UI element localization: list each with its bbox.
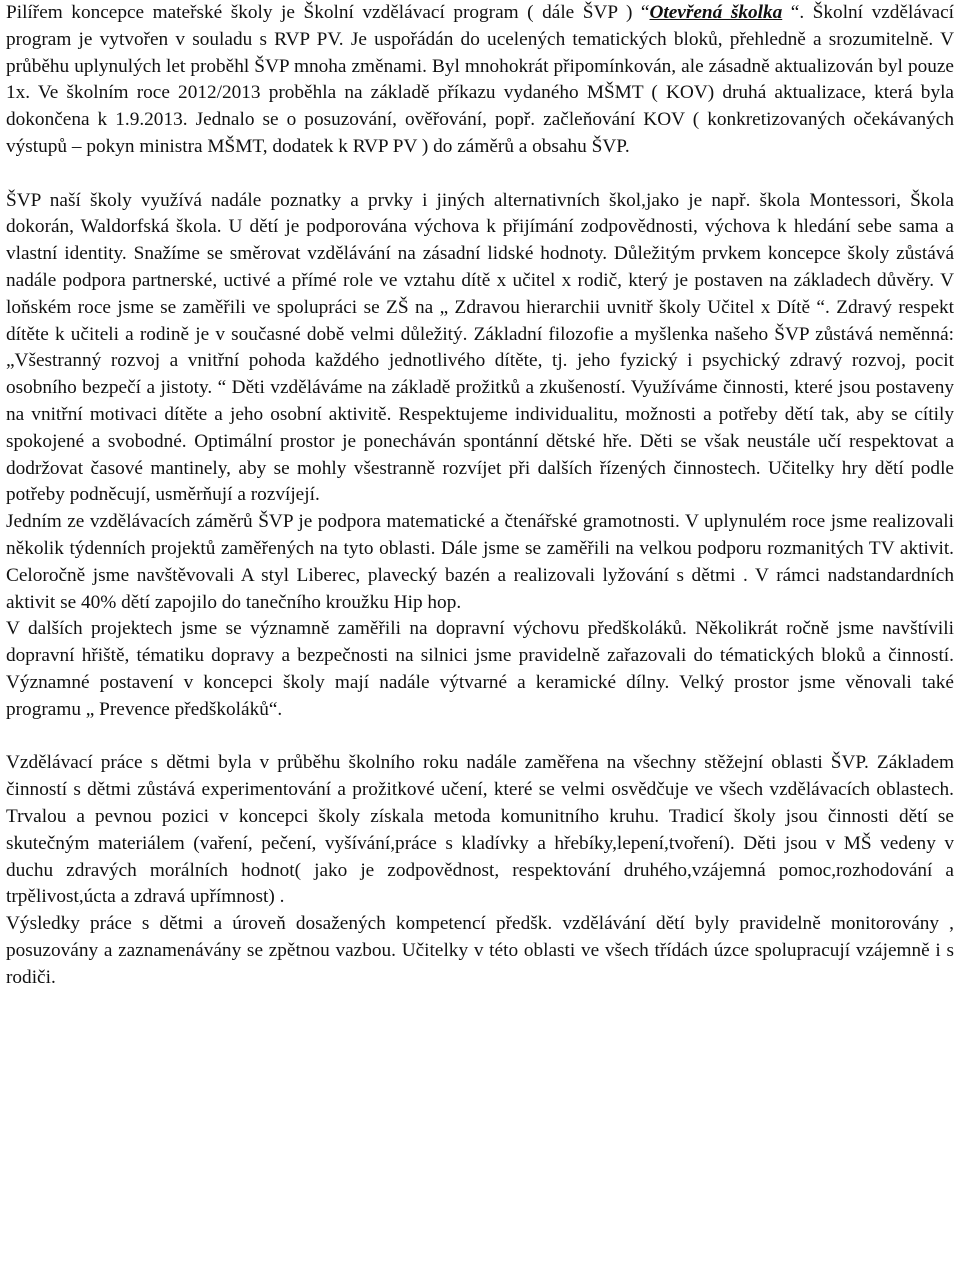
paragraph-educational-work: Vzdělávací práce s dětmi byla v průběhu školního roku nadále zaměřena na všechny stěžejní oblasti ŠVP. Základem činností s dětmi zůstává experimentování a prožitkové učení, které se velmi osvědčuje ve všech vzdělávacích oblastech. Trvalou a pevnou pozici v koncepci školy získala metoda komunitního kruhu. Tradicí školy jsou činnosti dětí se skutečným materiálem (vaření, pečení, vyšívání,práce s kladívky a hřebíky,lepení,tvoření). Děti jsou v MŠ vedeny v duchu zdravých morálních hodnot( jako je zodpovědnost, respektování druhého,vzájemná pomoc,rozhodování a trpělivost,úcta a zdravá upřímnost) . bbox=[6, 752, 954, 908]
program-title: Otevřená školka bbox=[649, 2, 783, 23]
paragraph-traffic-education: V dalších projektech jsme se významně zaměřili na dopravní výchovu předškoláků. Několikrát ročně jsme navštívili dopravní hřiště, tématiku dopravy a bezpečnosti na silnici jsme pravidelně zařazovali do tématických bloků a činností. Významné postavení v koncepci školy mají nadále výtvarné a keramické dílny. Velký prostor jsme věnovali také programu „ Prevence předškoláků“. bbox=[6, 618, 954, 720]
paragraph-literacy-goals: Jedním ze vzdělávacích záměrů ŠVP je podpora matematické a čtenářské gramotnosti. V uplynulém roce jsme realizovali několik týdenních projektů zaměřených na tyto oblasti. Dále jsme se zaměřili na velkou podporu rozmanitých TV aktivit. Celoročně jsme navštěvovali A styl Liberec, plavecký bazén a realizovali lyžování s dětmi . V rámci nadstandardních aktivit se 40% dětí zapojilo do tanečního kroužku Hip hop. bbox=[6, 511, 954, 613]
paragraph-text: Pilířem koncepce mateřské školy je Školní vzdělávací program ( dále ŠVP ) “ bbox=[6, 2, 650, 23]
blank-line bbox=[6, 161, 954, 188]
paragraph-alternative-schools: ŠVP naší školy využívá nadále poznatky a prvky i jiných alternativních škol,jako je např. škola Montessori, Škola dokorán, Waldorfská škola. U dětí je podporována výchova k přijímání zodpovědnosti, výchova k hledání sebe sama a vlastní identity. Snažíme se směrovat vzdělávání na zásadní lidské hodnoty. Důležitým prvkem koncepce školy zůstává nadále podpora partnerské, uctivé a přímé role ve vztahu dítě x učitel x rodič, který je postaven na základech důvěry. V loňském roce jsme se zaměřili ve spolupráci se ZŠ na „ Zdravou hierarchii uvnitř školy Učitel x Dítě “. Zdravý respekt dítěte k učiteli a rodině je v současné době velmi důležitý. Základní filozofie a myšlenka našeho ŠVP zůstává neměnná: „Všestranný rozvoj a vnitřní pohoda každého jednotlivého dítěte, tj. jeho fyzický i psychický zdravý rozvoj, pocit osobního bezpečí a jistoty. “ Děti vzděláváme na základě prožitků a zkušeností. Využíváme činnosti, které jsou postaveny na vnitřní motivaci dítěte a jeho osobní aktivitě. Respektujeme individualitu, možnosti a potřeby dětí tak, aby se cítily spokojené a svobodné. Optimální prostor je ponecháván spontánní dětské hře. Děti se však neustále učí respektovat a dodržovat časové mantinely, aby se mohly všestranně rozvíjet při dalších řízených činnostech. Učitelky hry dětí podle potřeby podněcují, usměrňují a rozvíjejí. bbox=[6, 189, 954, 506]
paragraph-text: “. Školní vzdělávací program je vytvořen v souladu s RVP PV. Je uspořádán do ucelených tematických bloků, přehledně a srozumitelně. V průběhu uplynulých let proběhl ŠVP mnoha změnami. Byl mnohokrát připomínkován, ale zásadně aktualizován byl pouze 1x. Ve školním roce 2012/2013 proběhla na základě příkazu vydaného MŠMT ( KOV) druhá aktualizace, která byla dokončena k 1.9.2013. Jednalo se o posuzování, ověřování, popř. začleňování KOV ( konkretizovaných očekávaných výstupů – pokyn ministra MŠMT, dodatek k RVP PV ) do záměrů a obsahu ŠVP. bbox=[6, 2, 954, 157]
blank-line bbox=[6, 724, 954, 751]
paragraph-results: Výsledky práce s dětmi a úroveň dosažených kompetencí předšk. vzdělávání dětí byly pravidelně monitorovány , posuzovány a zaznamenávány se zpětnou vazbou. Učitelky v této oblasti ve všech třídách úzce spolupracují vzájemně i s rodiči. bbox=[6, 913, 954, 988]
paragraph-curriculum-intro bbox=[6, 0, 954, 161]
